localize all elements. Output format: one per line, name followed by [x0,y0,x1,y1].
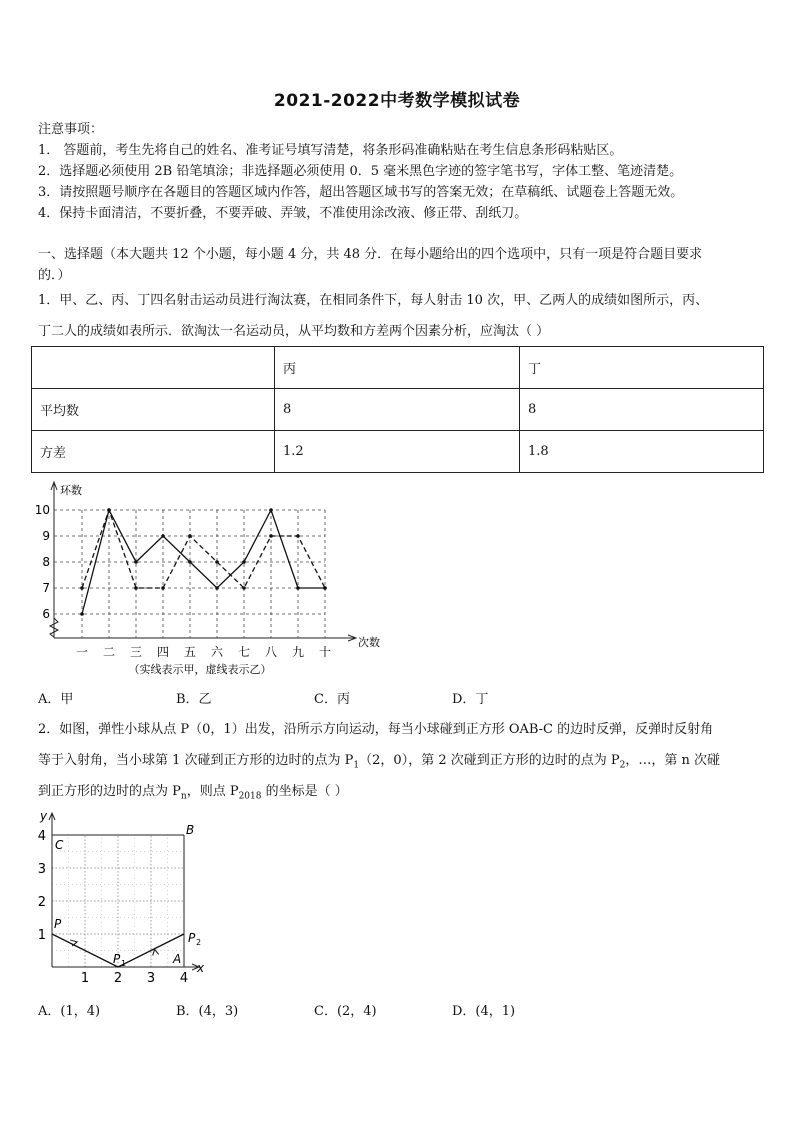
y-tick-label: 3 [37,862,46,877]
q1-option-d[interactable]: D．丁 [452,692,489,707]
x-tick-label: 3 [146,971,156,986]
x-tick-label: 六 [210,645,224,659]
y-tick-label: 2 [37,895,46,910]
data-point [323,586,327,590]
q2-option-d[interactable]: D．(4，1) [452,1004,516,1019]
notice-item-1: 1． 答题前，考生先将自己的姓名、准考证号填写清楚，将条形码准确粘贴在考生信息条形码粘贴区。 [38,143,623,158]
data-point [296,586,300,590]
data-point [188,560,192,564]
point-label-p2: P [188,931,196,945]
x-tick-label: 七 [237,645,251,659]
data-point [161,586,165,590]
data-point [269,534,273,538]
q2-text-line2: 等于入射角，当小球第 1 次碰到正方形的边时的点为 $P_1(2$，0），第 2 次碰到正方形的边时的点为 $P_2$，…，第 n 次碰 [38,753,720,771]
x-tick-label: 八 [264,645,278,659]
series-line-dashed [82,510,325,588]
section-heading-line2: 的．） [38,268,71,283]
x-tick-label: 五 [183,645,197,659]
table-cell: 1.8 [520,431,764,473]
x-tick-label: 4 [179,971,189,986]
q1-text-line1: 1．甲、乙、丙、丁四名射击运动员进行淘汰赛，在相同条件下，每人射击 10 次，甲、乙两人的成绩如图所示，丙、 [38,293,709,308]
data-point [107,508,111,512]
y-tick-label: 9 [42,529,50,543]
q2-option-c[interactable]: C．(2，4) [314,1004,377,1019]
table-row [32,431,764,473]
y-axis-label: y [40,810,48,823]
x-tick-label: 二 [102,645,116,659]
table-cell: 8 [275,389,520,431]
data-point [134,560,138,564]
x-tick-label: 三 [129,645,143,659]
y-tick-label: 6 [42,607,50,621]
x-tick-label: 四 [156,645,170,659]
point-label-p1: P [113,952,121,966]
q1-text-line2: 丁二人的成绩如表所示．欲淘汰一名运动员，从平均数和方差两个因素分析，应淘汰（ ） [38,324,550,339]
q1-option-a[interactable]: A．甲 [38,692,74,707]
table-cell: 丙 [275,347,520,389]
notice-heading: 注意事项： [38,122,104,137]
table-cell: 方差 [32,431,275,473]
x-tick-label: 1 [80,971,90,986]
point-label-b: B [186,823,195,837]
q1-score-table [31,346,764,473]
q1-option-c[interactable]: C．丙 [314,692,350,707]
data-point [161,534,165,538]
table-row [32,389,764,431]
data-point [242,560,246,564]
data-point [215,586,219,590]
notice-item-3: 3．请按照题号顺序在各题目的答题区域内作答，超出答题区域书写的答案无效；在草稿纸、试题卷上答题无效。 [38,185,684,200]
point-label-p1-sub: 1 [121,959,127,968]
data-point [215,560,219,564]
y-tick-label: 8 [42,555,50,569]
q1-option-b[interactable]: B．乙 [176,692,212,707]
x-axis-label: x [197,961,205,975]
data-point [134,586,138,590]
data-point [269,508,273,512]
path-arrow-2 [153,949,159,955]
table-cell: 丁 [520,347,764,389]
q2-option-b[interactable]: B．(4，3) [176,1004,239,1019]
x-tick-label: 2 [113,971,123,986]
point-label-p2-sub: 2 [196,938,202,947]
data-point [296,534,300,538]
q2-option-a[interactable]: A．(1，4) [38,1004,101,1019]
x-axis-label: 次数 [358,636,380,649]
series-line-solid [82,510,325,614]
x-tick-label: 一 [75,645,89,659]
q2-square-figure [30,810,220,990]
notice-item-4: 4．保持卡面清洁，不要折叠，不要弄破、弄皱，不准使用涂改液、修正带、刮纸刀。 [38,206,528,221]
point-label-c: C [55,838,64,852]
table-cell [32,347,275,389]
x-tick-label: 十 [318,645,332,659]
table-cell: 8 [520,389,764,431]
table-cell: 平均数 [32,389,275,431]
section-heading-line1: 一、选择题（本大题共 12 个小题，每小题 4 分，共 48 分．在每小题给出的四个选项中，只有一项是符合题目要求 [38,247,703,262]
y-axis-label: 环数 [60,484,82,497]
q2-text-line1: 2．如图，弹性小球从点 P（0，1）出发，沿所示方向运动，每当小球碰到正方形 OAB-C 的边时反弹，反弹时反射角 [38,722,714,737]
point-label-p: P [54,917,62,931]
page-title: 2021-2022中考数学模拟试卷 [273,91,521,111]
chart-note: （实线表示甲，虚线表示乙） [128,663,272,676]
notice-item-2: 2．选择题必须使用 2B 铅笔填涂；非选择题必须使用 0．5 毫米黑色字迹的签字笔书写，字体工整、笔迹清楚。 [38,164,683,179]
x-tick-label: 九 [291,645,305,659]
point-label-a: A [173,952,182,966]
y-tick-label: 4 [37,829,46,844]
data-point [242,586,246,590]
data-point [80,612,84,616]
table-row [32,347,764,389]
data-point [188,534,192,538]
y-tick-label: 1 [37,928,46,943]
q1-line-chart [30,478,390,678]
data-point [80,586,84,590]
table-cell: 1.2 [275,431,520,473]
q2-text-line3: 到正方形的边时的点为 $P_n$，则点 $P_{2018}$ 的坐标是（ ） [38,784,348,802]
y-tick-label: 7 [42,581,50,595]
y-tick-label: 10 [34,503,50,517]
